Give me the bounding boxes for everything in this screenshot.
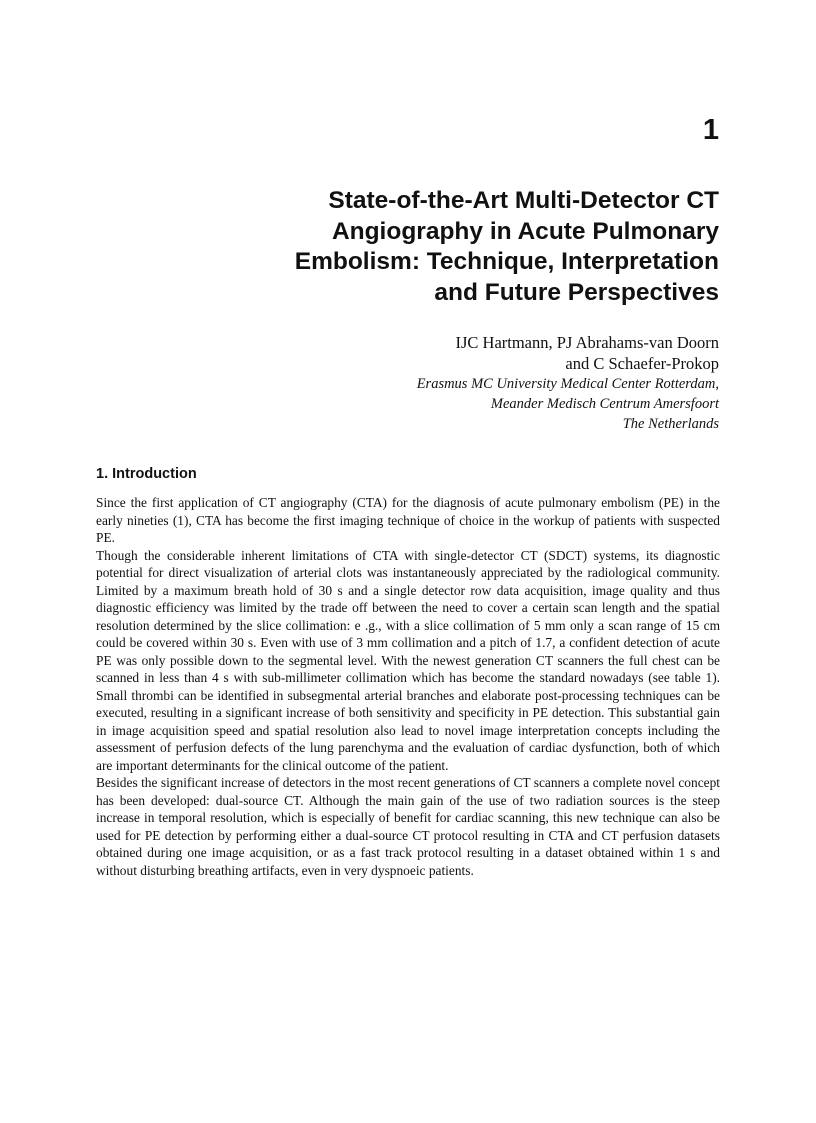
authors-line: and C Schaefer-Prokop [565,354,719,373]
chapter-title [159,186,719,308]
chapter-title-line: Angiography in Acute Pulmonary [331,217,719,245]
affiliation [219,374,719,434]
affiliation-line: Erasmus MC University Medical Center Rotterdam, [416,376,719,392]
section-heading: 1. Introduction [96,466,197,482]
section-body [96,494,720,879]
body-paragraph: Besides the significant increase of detectors in the most recent generations of CT scanners a complete novel concept has been developed: dual-source CT. Although the main gain of the use of two radiation sources is the steep increase in temporal resolution, which is especially of benefit for cardiac scanning, this new technique can also be used for PE detection by performing either a dual-source CT protocol resulting in CTA and CT perfusion datasets obtained during one image acquisition, or as a fast track protocol resulting in a dataset obtained within 1 s and without disturbing breathing artifacts, even in very dyspnoeic patients. [96,775,720,878]
authors-line: IJC Hartmann, PJ Abrahams-van Doorn [455,333,719,352]
authors [219,332,719,374]
chapter-number: 1 [702,114,719,146]
chapter-title-line: State-of-the-Art Multi-Detector CT [328,187,719,214]
chapter-title-line: and Future Perspectives [434,278,719,306]
body-paragraph: Since the first application of CT angiography (CTA) for the diagnosis of acute pulmonary embolism (PE) in the early nineties (1), CTA has become the first imaging technique of choice in the workup of patients with suspected PE. [96,495,720,545]
chapter-title-line: Embolism: Technique, Interpretation [294,248,719,275]
affiliation-line: The Netherlands [622,416,719,432]
body-paragraph: Though the considerable inherent limitations of CTA with single-detector CT (SDCT) systems, its diagnostic potential for direct visualization of arterial clots was instantaneously appreciated by the radiological community. Limited by a maximum breath hold of 30 s and a single detector row data acquisition, image quality and thus diagnostic efficiency was limited by the trade off between the need to cover a certain scan length and the spatial resolution determined by the slice collimation: e .g., with a slice collimation of 5 mm only a scan range of 15 cm could be covered within 30 s. Even with use of 3 mm collimation and a pitch of 1.7, a confident detection of acute PE was only possible down to the segmental level. With the newest generation CT scanners the full chest can be scanned in less than 4 s with sub-millimeter collimation which has become the standard nowadays (see table 1). Small thrombi can be identified in subsegmental arterial branches and elaborate post-processing techniques can be executed, resulting in a significant increase of both sensitivity and specificity in PE detection. This substantial gain in image acquisition speed and spatial resolution also lead to novel image interpretation concepts including the assessment of perfusion defects of the lung parenchyma and the evaluation of cardiac dysfunction, both of which are important determinants for the clinical outcome of the patient. [96,547,720,773]
affiliation-line: Meander Medisch Centrum Amersfoort [490,396,719,412]
